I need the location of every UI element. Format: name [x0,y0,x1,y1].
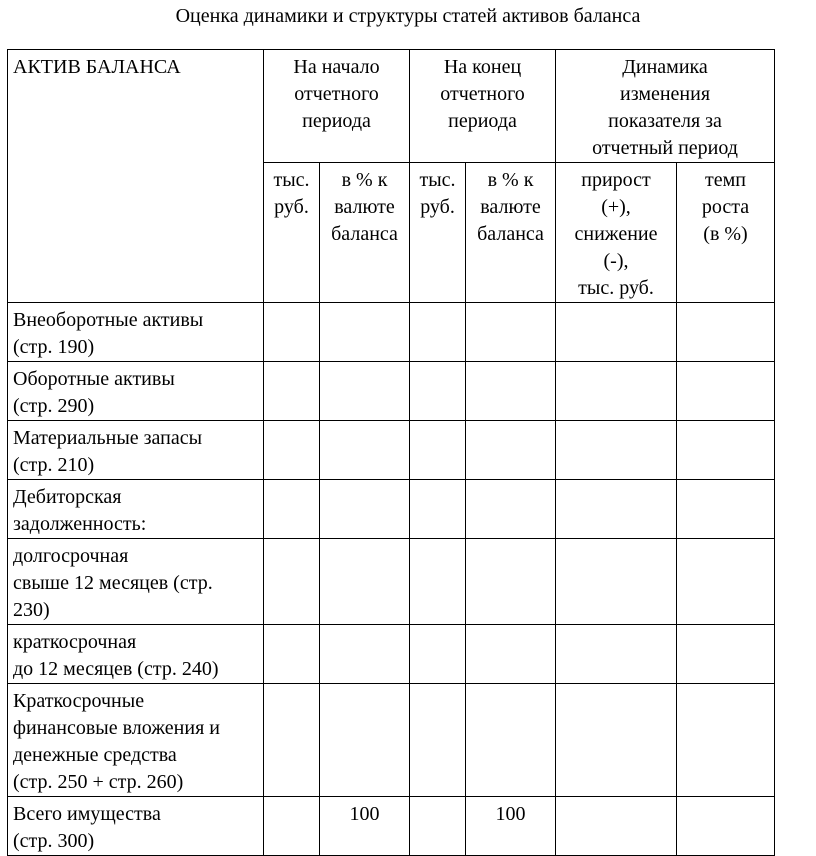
header-asset-cell [8,50,264,303]
cell-end-pct [466,684,556,797]
header-asset-label: АКТИВ БАЛАНСА [13,56,181,78]
header-start-cell [264,50,410,163]
header-row-main [8,50,775,163]
table-row [8,480,775,539]
row-label: Всего имущества (стр. 300) [13,803,161,852]
cell-rate [677,797,775,856]
row-label: Краткосрочные финансовые вложения и денежные средства (стр. 250 + стр. 260) [13,690,220,793]
sub-growth-cell [556,163,677,303]
cell-start-thous [264,480,320,539]
header-dynamics-cell [556,50,775,163]
row-label-cell [8,480,264,539]
cell-start-thous [264,362,320,421]
header-dynamics-label: Динамика изменения показателя за отчетный период [592,56,738,159]
cell-start-thous [264,421,320,480]
cell-start-thous [264,797,320,856]
cell-start-pct [320,362,410,421]
table-row [8,421,775,480]
cell-start-thous [264,684,320,797]
cell-start-pct: 100 [320,797,410,856]
cell-end-pct [466,480,556,539]
page-title: Оценка динамики и структуры статей активов баланса [175,5,641,27]
cell-growth [556,362,677,421]
cell-growth [556,625,677,684]
sub-end-pct-cell [466,163,556,303]
cell-rate [677,539,775,625]
row-label: Материальные запасы (стр. 210) [13,427,203,476]
cell-end-thous [410,480,466,539]
cell-growth [556,421,677,480]
cell-start-thous [264,625,320,684]
cell-start-thous [264,539,320,625]
table-row-total [8,797,775,856]
cell-rate [677,480,775,539]
cell-rate [677,684,775,797]
cell-rate [677,625,775,684]
cell-growth [556,480,677,539]
row-label-cell [8,303,264,362]
cell-end-pct [466,362,556,421]
cell-end-pct [466,625,556,684]
row-label-cell [8,362,264,421]
cell-growth [556,797,677,856]
cell-rate [677,421,775,480]
row-label: долгосрочная свыше 12 месяцев (стр. 230) [13,545,213,621]
sub-growth-label: прирост (+), снижение (-), тыс. руб. [574,169,658,299]
header-end-cell [410,50,556,163]
row-label-cell [8,539,264,625]
header-start-label: На начало отчетного периода [293,56,380,132]
table-row [8,539,775,625]
cell-start-thous [264,303,320,362]
row-label: Оборотные активы (стр. 290) [13,368,175,417]
cell-end-pct [466,421,556,480]
cell-end-thous [410,625,466,684]
cell-growth [556,684,677,797]
cell-end-thous [410,362,466,421]
row-label-cell [8,797,264,856]
cell-end-thous [410,797,466,856]
balance-assets-table [7,49,775,856]
cell-end-thous [410,303,466,362]
cell-start-pct [320,539,410,625]
sub-rate-cell [677,163,775,303]
cell-end-thous [410,684,466,797]
cell-end-pct [466,303,556,362]
header-end-label: На конец отчетного периода [440,56,525,132]
row-label: краткосрочная до 12 месяцев (стр. 240) [13,631,219,680]
row-label: Дебиторская задолженность: [13,486,147,535]
cell-end-pct: 100 [466,797,556,856]
row-label-cell [8,684,264,797]
sub-start-thous-cell [264,163,320,303]
row-label: Внеоборотные активы (стр. 190) [13,309,204,358]
cell-end-thous [410,539,466,625]
sub-start-pct-cell [320,163,410,303]
cell-end-thous [410,421,466,480]
row-label-cell [8,625,264,684]
cell-growth [556,539,677,625]
cell-start-pct [320,480,410,539]
table-row [8,362,775,421]
cell-start-pct [320,421,410,480]
cell-start-pct [320,303,410,362]
table-row [8,684,775,797]
cell-rate [677,303,775,362]
cell-start-pct [320,684,410,797]
table-row [8,303,775,362]
table-row [8,625,775,684]
sub-rate-label: темп роста (в %) [701,169,750,245]
sub-end-pct-label: в % к валюте баланса [477,169,544,245]
sub-end-thous-cell [410,163,466,303]
cell-start-pct [320,625,410,684]
sub-end-thous-label: тыс. руб. [419,169,456,218]
sub-start-thous-label: тыс. руб. [273,169,310,218]
cell-end-pct [466,539,556,625]
row-label-cell [8,421,264,480]
cell-growth [556,303,677,362]
sub-start-pct-label: в % к валюте баланса [331,169,398,245]
cell-rate [677,362,775,421]
